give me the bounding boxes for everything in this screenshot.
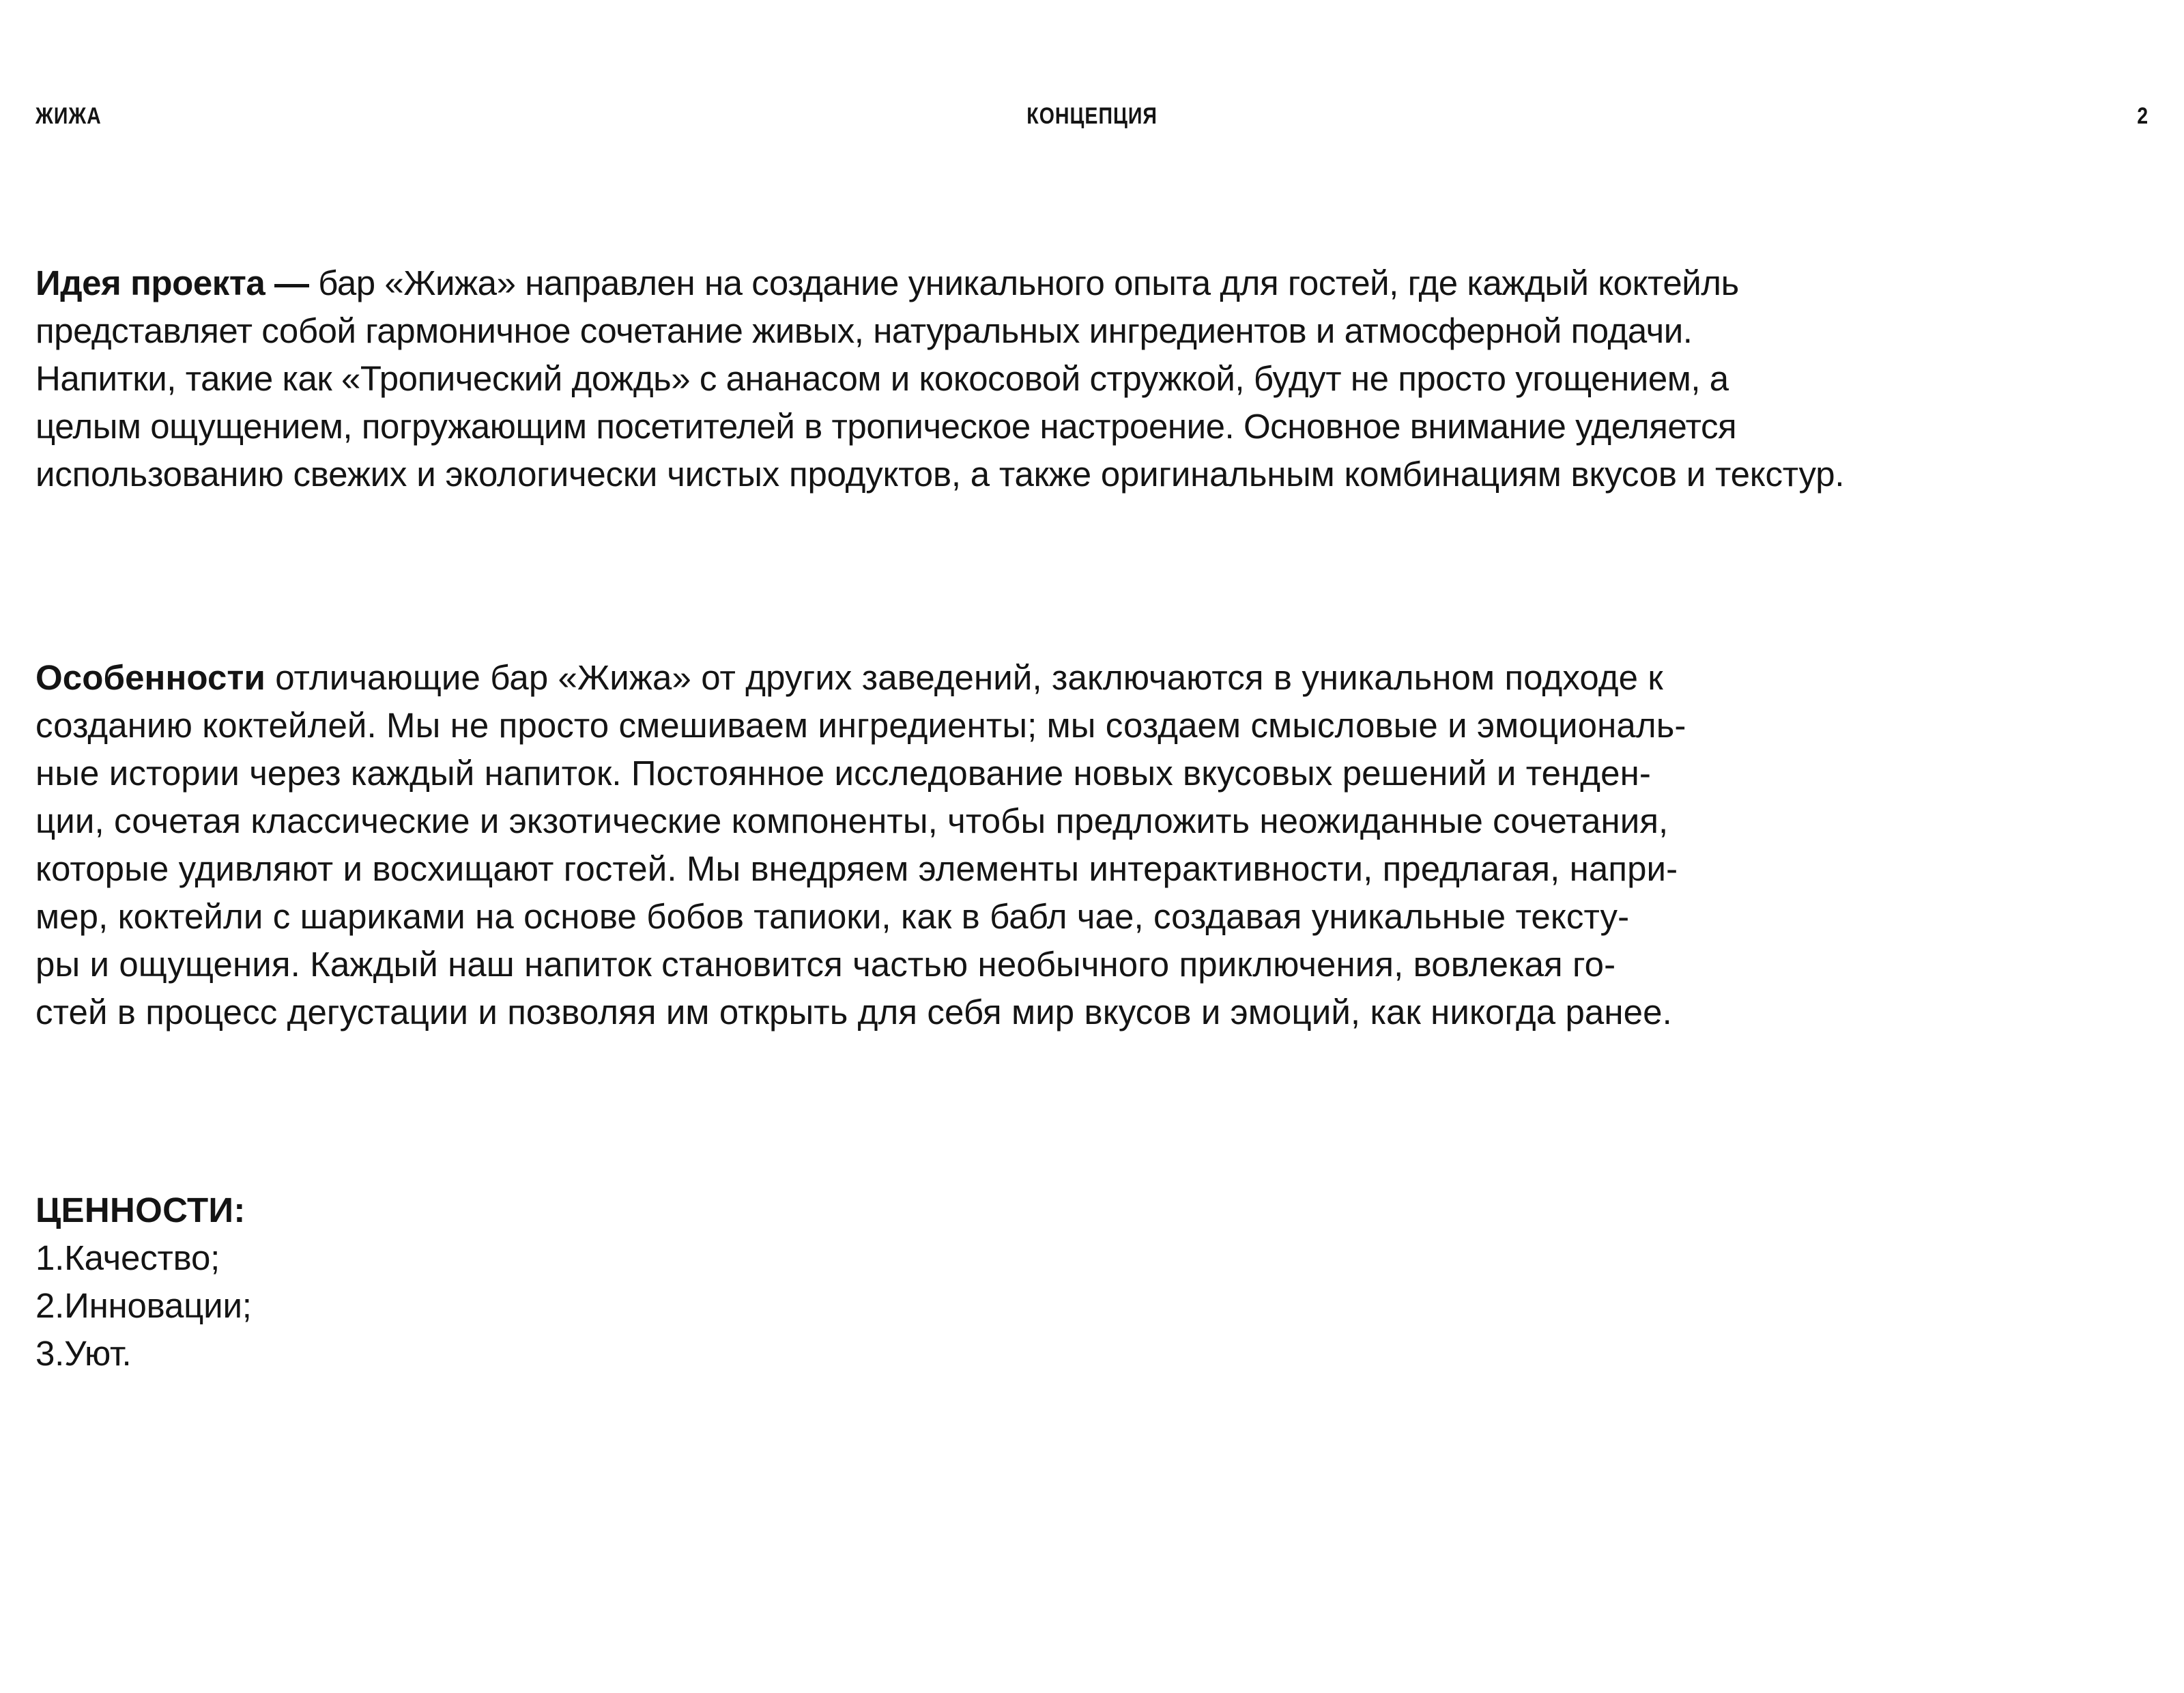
paragraph-features-line-6: мер, коктейли с шариками на основе бобов тапиоки, как в бабл чае, создавая уникальные тексту-	[35, 897, 1630, 936]
paragraph-idea-line-1	[35, 259, 2149, 307]
paragraph-features	[35, 654, 2149, 1036]
values-list	[35, 1234, 2149, 1378]
paragraph-features-line-1	[35, 654, 2149, 702]
header-center-wrap	[35, 104, 2149, 128]
header-section-title: КОНЦЕПЦИЯ	[1026, 103, 1158, 129]
paragraph-idea-line-5: использованию свежих и экологически чистых продуктов, а также оригинальным комбинациям вкусов и текстур.	[35, 455, 1845, 494]
paragraph-idea-line-4: целым ощущением, погружающим посетителей в тропическое настроение. Основное внимание уделяется	[35, 407, 1737, 446]
values-list-item: 2.Инновации;	[35, 1286, 252, 1325]
paragraph-idea-line-1-text: бар «Жижа» направлен на создание уникального опыта для гостей, где каждый коктейль	[318, 264, 1739, 302]
paragraph-idea-line-3: Напитки, такие как «Тропический дождь» с ананасом и кокосовой стружкой, будут не просто угощением, а	[35, 359, 1729, 398]
paragraph-features-line-2: созданию коктейлей. Мы не просто смешиваем ингредиенты; мы создаем смысловые и эмоциональ-	[35, 706, 1686, 745]
paragraph-features-line-3: ные истории через каждый напиток. Постоянное исследование новых вкусовых решений и тенден-	[35, 754, 1651, 793]
paragraph-idea-line-2: представляет собой гармоничное сочетание живых, натуральных ингредиентов и атмосферной подачи.	[35, 311, 1693, 350]
paragraph-features-line-1-text: отличающие бар «Жижа» от других заведений, заключаются в уникальном подходе к	[275, 658, 1663, 697]
page-number: 2	[2137, 103, 2149, 129]
page-header	[35, 96, 2149, 137]
values-list-item: 3.Уют.	[35, 1334, 132, 1373]
paragraph-features-line-7: ры и ощущения. Каждый наш напиток становится частью необычного приключения, вовлекая го-	[35, 945, 1616, 984]
paragraph-idea	[35, 259, 2149, 498]
values-heading: ЦЕННОСТИ:	[35, 1191, 246, 1229]
header-brand: ЖИЖА	[35, 103, 102, 129]
paragraph-features-line-4: ции, сочетая классические и экзотические компоненты, чтобы предложить неожиданные сочетания,	[35, 801, 1669, 840]
paragraph-features-line-8: стей в процесс дегустации и позволяя им открыть для себя мир вкусов и эмоций, как никогда ранее.	[35, 993, 1672, 1032]
paragraph-idea-lead-label: Идея проекта —	[35, 264, 309, 302]
values-list-item: 1.Качество;	[35, 1238, 220, 1277]
paragraph-features-lead-label: Особенности	[35, 658, 265, 697]
page-content	[35, 259, 2149, 1378]
values-section	[35, 1189, 2149, 1378]
paragraph-features-line-5: которые удивляют и восхищают гостей. Мы внедряем элементы интерактивности, предлагая, напри-	[35, 849, 1678, 888]
